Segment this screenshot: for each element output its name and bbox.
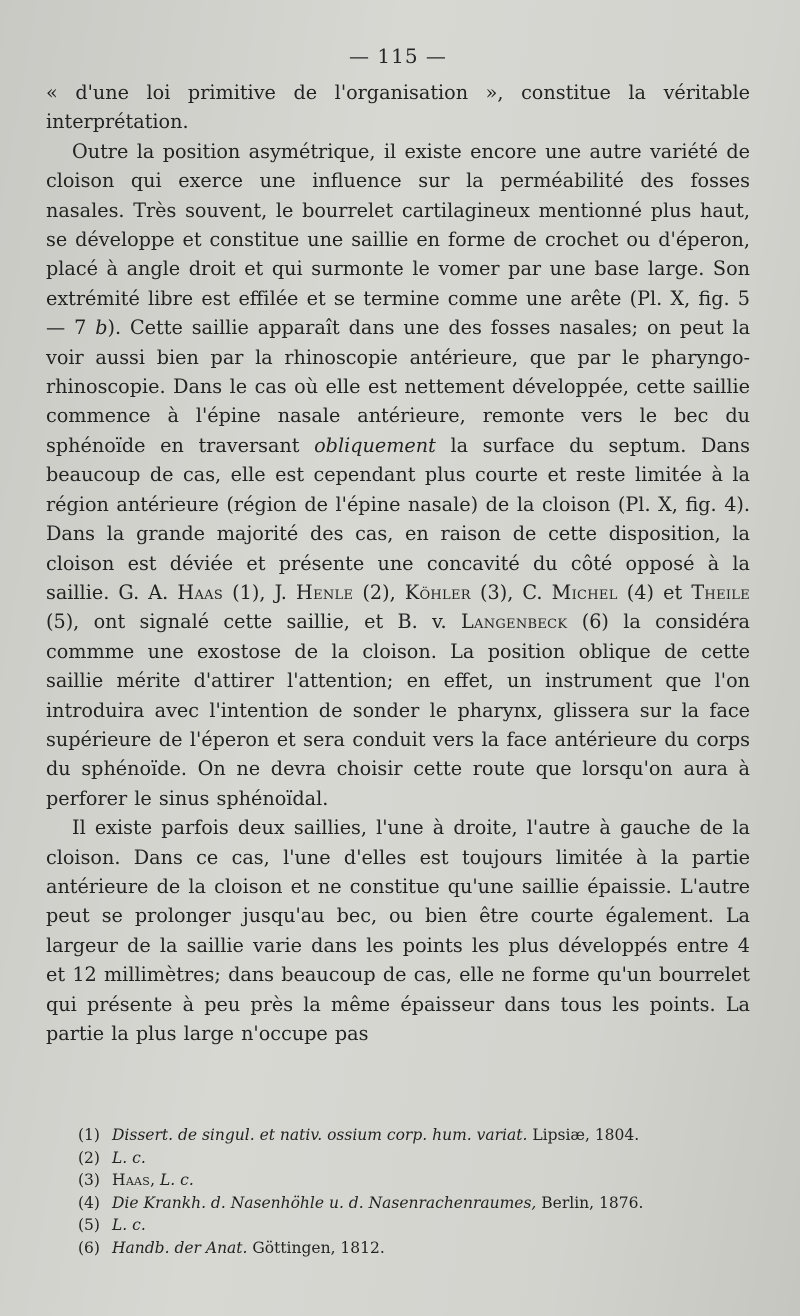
text-run: (3), C. xyxy=(470,580,552,604)
text-run: ). Cette saillie apparaît dans une des fosses nasales; on peut la voir aussi bien par la rhinoscopie antérieure, que par le pharyngo-rhinoscopie. Dans le cas où elle est nettement développée, cette saillie commence à l'épine nasale antérieure, remonte vers le bec du sphénoïde en traversant xyxy=(46,316,751,457)
footnote xyxy=(78,1147,740,1170)
footnote xyxy=(78,1237,740,1260)
page-number: — 115 — xyxy=(349,44,447,68)
paragraph-1: « d'une loi primitive de l'organisation », constitue la véritable interprétation. xyxy=(46,81,750,134)
author-name: Langenbeck xyxy=(460,610,568,634)
footnote-title: L. c. xyxy=(112,1216,146,1235)
footnote-author: Haas xyxy=(112,1171,151,1190)
footnote-number: (3) xyxy=(78,1171,100,1190)
paragraph-3: Il existe parfois deux saillies, l'une à droite, l'autre à gauche de la cloison. Dans ce cas, l'une d'elles est toujours limitée à la partie antérieure de la cloison et ne constitue qu'une saillie épaissie. L'autre peut se prolonger jusqu'au bec, ou bien être courte également. La largeur de la saillie varie dans les points les plus développés entre 4 et 12 millimètres; dans beaucoup de cas, elle ne forme qu'un bourrelet qui présente à peu près la même épaisseur dans tous les points. La partie la plus large n'occupe pas xyxy=(46,816,750,1045)
italic-text: obliquement xyxy=(314,433,436,457)
footnote-title: Die Krankh. d. Nasenhöhle u. d. Nasenrachenraumes, xyxy=(112,1193,537,1212)
author-name: Michel xyxy=(551,580,618,604)
text-run: (1), J. xyxy=(223,580,297,604)
main-text xyxy=(46,78,750,1048)
text-run: (6) la considéra commme une exostose de la cloison. La position oblique de cette saillie mérite d'attirer l'attention; en effet, un instrument que l'on introduira avec l'intention de sonder le pharynx, glissera sur la face supérieure de l'éperon et sera conduit vers la face antérieure du corps du sphénoïde. On ne devra choisir cette route que lorsqu'on aura à perforer le sinus sphénoïdal. xyxy=(46,610,750,810)
footnote xyxy=(78,1124,740,1147)
footnote-number: (5) xyxy=(78,1216,100,1235)
footnote-number: (1) xyxy=(78,1126,100,1144)
footnote-text: Lipsiæ, 1804. xyxy=(527,1126,640,1144)
footnote-title: Dissert. de singul. et nativ. ossium corp. hum. variat. xyxy=(112,1126,528,1144)
text-run: Outre la position asymétrique, il existe encore une autre variété de cloison qui exerce une influence sur la perméabilité des fosses nasales. Très souvent, le bourrelet cartilagineux mentionné plus haut, se développe et constitue une saillie en forme de crochet ou d'éperon, placé à angle droit et qui surmonte le vomer par une base large. Son extrémité libre est effilée et se termine comme une arête (Pl. X, fig. 5 — 7 xyxy=(46,139,750,340)
author-name: Henle xyxy=(296,580,354,604)
footnote-number: (2) xyxy=(78,1148,100,1167)
footnote-title: Handb. der Anat. xyxy=(112,1238,248,1257)
footnotes xyxy=(78,1124,740,1260)
paragraph-2 xyxy=(46,137,750,813)
text-run: (4) et xyxy=(617,580,692,604)
author-name: Theile xyxy=(691,580,751,604)
text-run: la surface du septum. Dans beaucoup de cas, elle est cependant plus courte et reste limitée à la région antérieure (région de l'épine nasale) de la cloison (Pl. X, fig. 4). Dans la grande majorité des cas, en raison de cette disposition, la cloison est déviée et présente une concavité du côté opposé à la saillie. G. A. xyxy=(46,433,750,604)
footnote-number: (6) xyxy=(78,1238,100,1257)
footnote-title: L. c. xyxy=(155,1171,194,1190)
text-run: (5), ont signalé cette saillie, et B. v. xyxy=(46,610,461,634)
footnote-title: L. c. xyxy=(112,1148,146,1167)
footnote-text: Berlin, 1876. xyxy=(536,1193,644,1212)
author-name: Köhler xyxy=(404,580,471,604)
footnote-number: (4) xyxy=(78,1193,100,1212)
italic-text: b xyxy=(95,316,108,340)
footnote xyxy=(78,1214,740,1237)
footnote-text: Göttingen, 1812. xyxy=(247,1238,385,1257)
footnote xyxy=(78,1192,740,1215)
author-name: Haas xyxy=(177,580,224,604)
text-run: (2), xyxy=(353,580,405,604)
footnote: (3) Haas, L. c. xyxy=(78,1169,740,1192)
